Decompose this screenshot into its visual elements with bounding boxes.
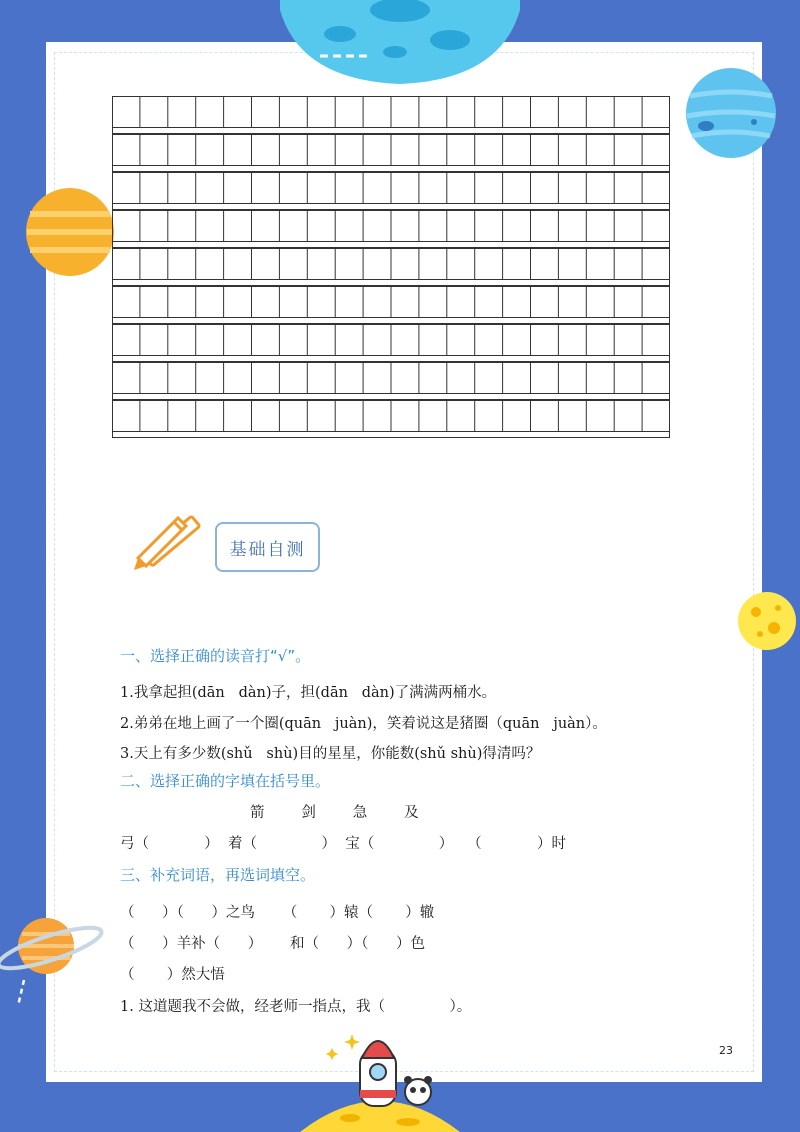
grid-gap-band (113, 242, 670, 248)
planet-ringed-illustration (0, 910, 106, 1010)
page-number: 23 (719, 1044, 733, 1057)
section-title-2: 二、选择正确的字填在括号里。 (120, 772, 331, 790)
fill-blanks-row: 弓（ ） 着（ ） 宝（ ） （ ）时 (120, 836, 566, 852)
section-heading-box (215, 522, 320, 572)
question-1-1: 1.我拿起担(dān dàn)子，担(dān dàn)了满满两桶水。 (120, 685, 497, 701)
fill-question-1: 1. 这道题我不会做，经老师一指点，我（ ）。 (120, 999, 472, 1015)
moon-yellow-illustration (736, 590, 798, 652)
idiom-row-1: （ ）（ ）之鸟 （ ）辕（ ）辙 (120, 905, 435, 921)
grid-gap-band (113, 432, 670, 438)
rocket-panda-illustration (290, 1010, 470, 1132)
character-options: 箭 剑 急 及 (250, 805, 419, 821)
grid-gap-band (113, 280, 670, 286)
planet-orange-illustration (24, 186, 116, 278)
pencil-ruler-icon (130, 508, 202, 580)
grid-gap-band (113, 318, 670, 324)
grid-gap-band (113, 204, 670, 210)
grid-gap-band (113, 128, 670, 134)
heading-label: 基础自测 (229, 539, 306, 560)
writing-grid (112, 96, 670, 440)
planet-top-illustration (280, 0, 520, 86)
section-title-3: 三、补充词语，再选词填空。 (120, 866, 316, 884)
grid-gap-band (113, 394, 670, 400)
grid-gap-band (113, 166, 670, 172)
question-1-2: 2.弟弟在地上画了一个圈(quān juàn)，笑着说这是猪圈（quān juàn）。 (120, 716, 607, 732)
question-1-3: 3.天上有多少数(shǔ shù)目的星星，你能数(shǔ shù)得清吗？ (120, 746, 541, 762)
section-title-1: 一、选择正确的读音打“√”。 (120, 647, 311, 665)
idiom-row-3: （ ）然大悟 (120, 967, 225, 983)
planet-blue-illustration (684, 66, 778, 160)
grid-gap-band (113, 356, 670, 362)
idiom-row-2: （ ）羊补（ ） 和（ ）（ ）色 (120, 936, 426, 952)
